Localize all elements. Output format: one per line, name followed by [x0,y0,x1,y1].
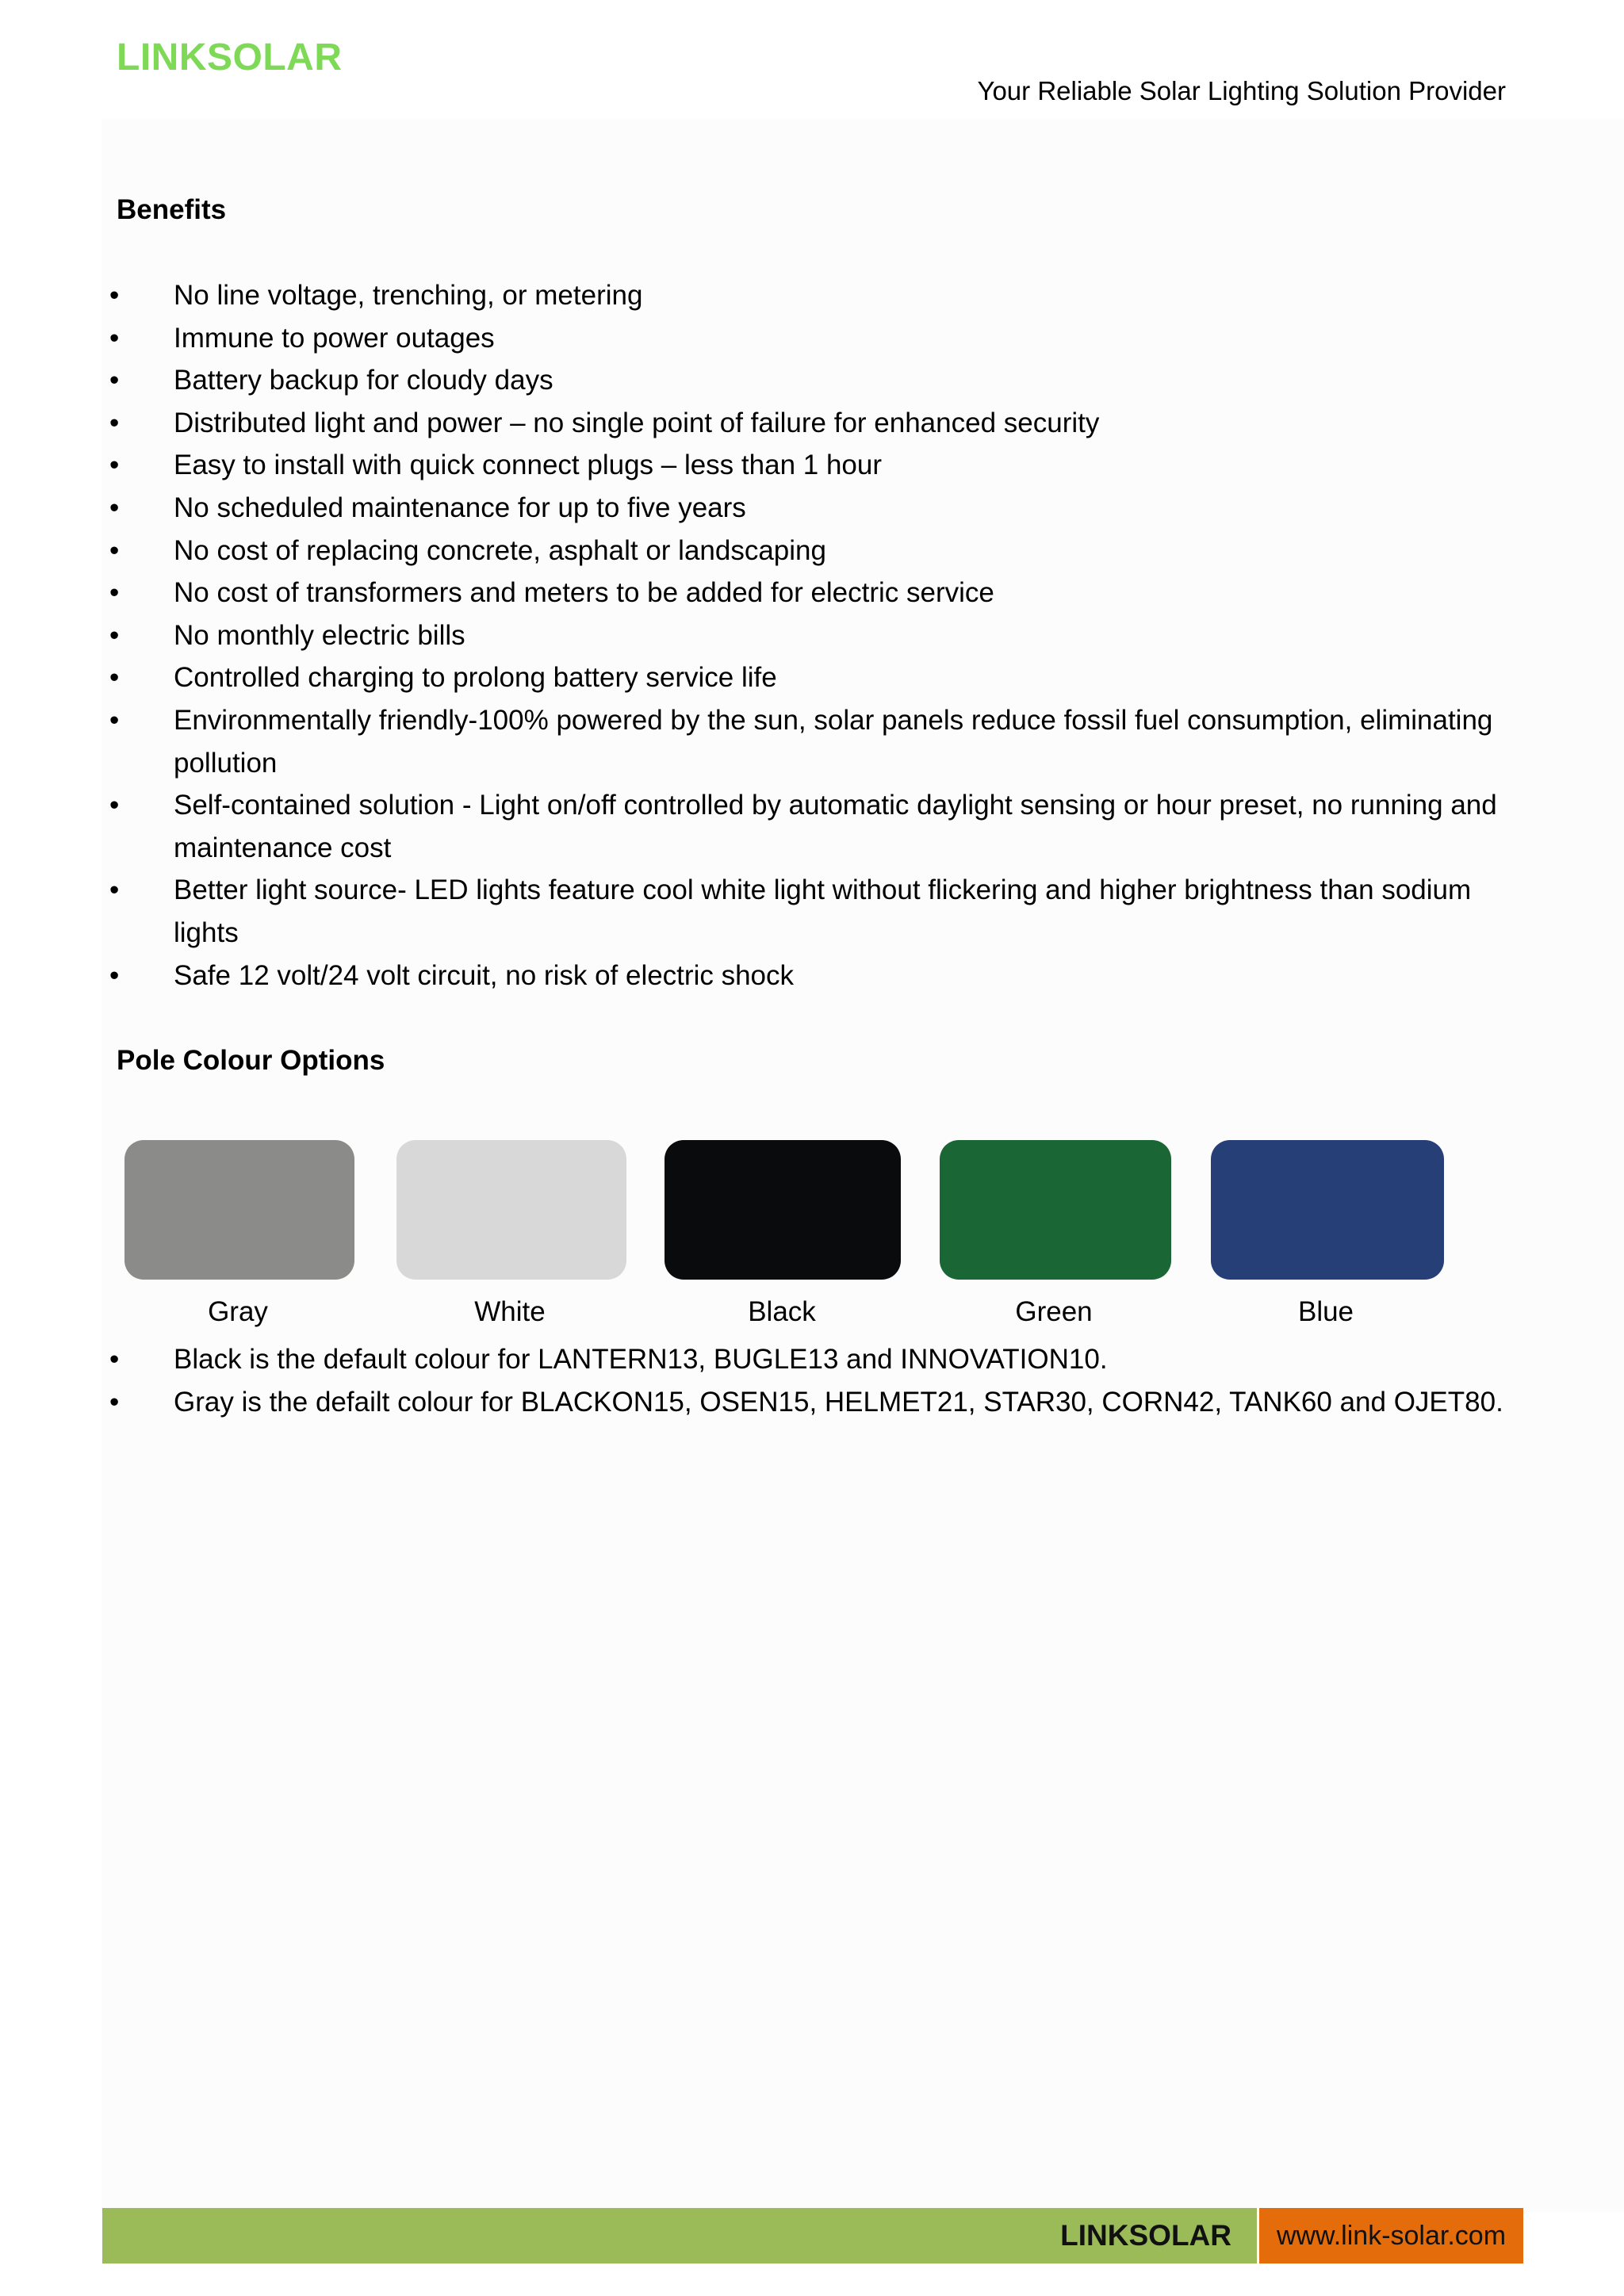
benefit-item-text: Distributed light and power – no single point of failure for enhanced security [174,407,1100,438]
bullet-icon: • [109,662,120,694]
bullet-icon: • [109,874,120,906]
swatch-green [940,1140,1171,1280]
colour-note-item [0,1381,1624,1424]
swatch-label-white: White [474,1296,546,1327]
footer-bar [102,2208,1257,2263]
benefit-item [0,359,1624,402]
tagline: Your Reliable Solar Lighting Solution Provider [977,76,1506,105]
footer-brand: LINKSOLAR [1060,2219,1231,2252]
benefit-item-text: No monthly electric bills [174,619,465,651]
swatch-label-green: Green [1015,1296,1093,1327]
bullet-icon: • [109,534,120,566]
swatch-blue [1211,1140,1444,1280]
benefit-item-text: Environmentally friendly-100% powered by the sun, solar panels reduce fossil fuel consumption, eliminating pollution [174,704,1493,779]
benefit-item [0,274,1624,317]
colour-note-item-text: Black is the default colour for LANTERN13, BUGLE13 and INNOVATION10. [174,1344,1108,1375]
bullet-icon: • [109,577,120,609]
benefits-list [0,274,1624,997]
benefit-item [0,530,1624,572]
bullet-icon: • [109,492,120,523]
swatch-label-blue: Blue [1297,1296,1354,1327]
swatch-white [396,1140,626,1280]
benefit-item-text: No cost of replacing concrete, asphalt or landscaping [174,534,826,566]
bullet-icon: • [109,365,120,396]
benefit-item-text: Safe 12 volt/24 volt circuit, no risk of electric shock [174,959,794,991]
benefit-item [0,869,1624,954]
benefit-item-text: Self-contained solution - Light on/off controlled by automatic daylight sensing or hour preset, no running and maintenance cost [174,790,1497,863]
benefit-item-text: No cost of transformers and meters to be added for electric service [174,577,994,609]
footer-url-box [1259,2208,1523,2263]
bullet-icon: • [109,959,120,991]
benefit-item-text: Easy to install with quick connect plugs – less than 1 hour [174,450,882,481]
footer-url[interactable]: www.link-solar.com [1276,2221,1507,2251]
benefit-item [0,955,1624,997]
benefit-item-text: Controlled charging to prolong battery service life [174,662,777,694]
bullet-icon: • [109,322,120,354]
bullet-icon: • [109,280,120,311]
benefit-item [0,317,1624,360]
benefit-item-text: Better light source- LED lights feature cool white light without flickering and higher brightness than sodium lights [174,874,1472,948]
bullet-icon: • [109,407,120,438]
benefit-item-text: Immune to power outages [174,322,495,354]
benefit-item [0,699,1624,784]
colour-note-item-text: Gray is the defailt colour for BLACKON15, OSEN15, HELMET21, STAR30, CORN42, TANK60 and OJET80. [174,1386,1503,1418]
benefit-item [0,402,1624,445]
benefit-item [0,572,1624,614]
swatch-black [665,1140,901,1280]
pole-colour-heading: Pole Colour Options [117,1045,385,1076]
bullet-icon: • [109,1386,120,1418]
bullet-icon: • [109,450,120,481]
benefit-item-text: Battery backup for cloudy days [174,365,553,396]
bullet-icon: • [109,704,120,736]
benefit-item-text: No scheduled maintenance for up to five years [174,492,746,523]
swatch-gray [124,1140,354,1280]
benefits-heading: Benefits [117,194,227,225]
benefit-item [0,487,1624,530]
swatch-label-black: Black [748,1296,816,1327]
swatch-label-gray: Gray [208,1296,268,1327]
bullet-icon: • [109,790,120,821]
bullet-icon: • [109,619,120,651]
colour-note-item [0,1338,1624,1381]
benefit-item-text: No line voltage, trenching, or metering [174,280,643,311]
bullet-icon: • [109,1344,120,1375]
benefit-item [0,614,1624,657]
colour-notes-list [0,1338,1624,1423]
brand-logo-text: LINKSOLAR [117,36,343,78]
benefit-item [0,444,1624,487]
benefit-item [0,784,1624,869]
benefit-item [0,656,1624,699]
